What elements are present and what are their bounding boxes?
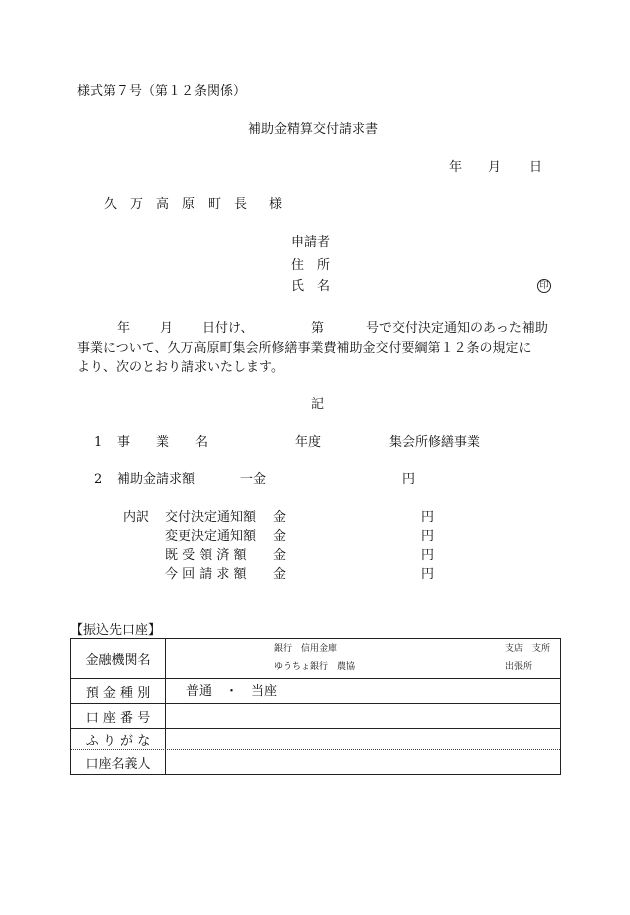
bank-types-line1: 銀行 信用金庫: [274, 644, 338, 654]
date-day-label: 日: [529, 160, 543, 175]
account-holder-label: 口座名義人: [71, 750, 166, 774]
intro-rest: 号で交付決定通知のあった補助: [366, 321, 548, 336]
item2-prefix: 一金: [240, 472, 267, 487]
furigana-row: [71, 729, 560, 749]
item2-unit: 円: [402, 472, 416, 487]
breakdown-row-prefix: 金: [273, 510, 287, 525]
applicant-name-label: 氏 名: [291, 279, 331, 294]
item1-year: 年度: [295, 435, 322, 450]
branch-types-line2: 出張所: [505, 662, 533, 672]
furigana-field[interactable]: [166, 729, 560, 749]
item1-number: 1: [94, 435, 103, 450]
applicant-address-label: 住 所: [291, 258, 331, 273]
account-number-field[interactable]: [166, 704, 560, 728]
intro-year: 年: [117, 321, 131, 336]
seal-mark: 印: [537, 279, 551, 293]
account-holder-row: [71, 750, 560, 774]
deposit-type-label: 預 金 種 別: [71, 679, 166, 703]
date-year-label: 年: [449, 160, 463, 175]
account-holder-field[interactable]: [166, 750, 560, 774]
deposit-type-options[interactable]: 普通 ・ 当座: [186, 684, 278, 699]
intro-dai: 第: [311, 321, 325, 336]
item2-number: 2: [94, 472, 103, 487]
body-line-3: より、次のとおり請求いたします。: [77, 360, 284, 375]
date-month-label: 月: [488, 160, 502, 175]
breakdown-row-unit: 円: [421, 567, 435, 582]
bank-heading: 【振込先口座】: [70, 623, 162, 638]
breakdown-row-prefix: 金: [273, 548, 287, 563]
addressee-name: 久 万 高 原 町 長: [104, 197, 248, 212]
account-number-label: 口 座 番 号: [71, 704, 166, 728]
branch-types-line1: 支店 支所: [505, 644, 551, 654]
furigana-label: ふ り が な: [71, 729, 166, 749]
breakdown-row-label: 変更決定通知額: [165, 529, 257, 544]
item1-value: 集会所修繕事業: [389, 435, 481, 450]
deposit-type-row: [71, 679, 560, 703]
account-number-row: [71, 704, 560, 728]
breakdown-row-label: 交付決定通知額: [165, 510, 257, 525]
breakdown-row-unit: 円: [421, 529, 435, 544]
breakdown-row-label: 今 回 請 求 額: [165, 567, 247, 582]
breakdown-row-label: 既 受 領 済 額: [165, 548, 247, 563]
item2-label: 補助金請求額: [117, 472, 196, 487]
form-number: 様式第７号（第１２条関係）: [77, 84, 247, 99]
applicant-label: 申請者: [291, 235, 331, 250]
ki-heading: 記: [311, 397, 325, 412]
institution-row: [71, 639, 560, 678]
bank-types-line2: ゆうちょ銀行 農協: [274, 662, 356, 672]
intro-month: 月: [160, 321, 174, 336]
breakdown-row-prefix: 金: [273, 567, 287, 582]
bank-account-table: [70, 638, 561, 775]
document-title: 補助金精算交付請求書: [248, 122, 379, 137]
breakdown-row-unit: 円: [421, 510, 435, 525]
breakdown-heading: 内訳: [123, 510, 150, 525]
breakdown-row-unit: 円: [421, 548, 435, 563]
addressee-honorific: 様: [269, 197, 283, 212]
item1-label: 事 業 名: [117, 435, 209, 450]
breakdown-row-prefix: 金: [273, 529, 287, 544]
institution-label: 金融機関名: [71, 639, 166, 678]
body-line-2: 事業について、久万高原町集会所修繕事業費補助金交付要綱第１２条の規定に: [77, 341, 532, 356]
intro-day: 日付け、: [202, 321, 254, 336]
